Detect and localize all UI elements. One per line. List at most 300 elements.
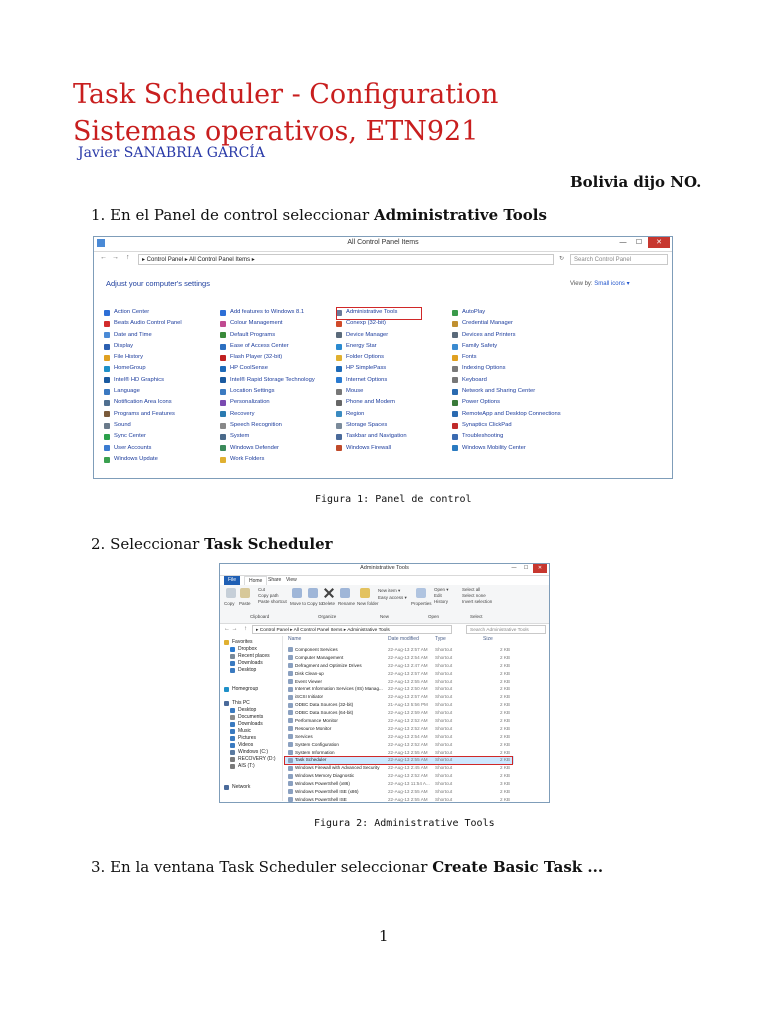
tab-home[interactable]: Home <box>244 576 267 586</box>
file-row[interactable] <box>284 733 514 741</box>
file-name <box>288 796 347 803</box>
control-panel-item-icon <box>104 457 110 463</box>
nav-item-label: AIS (T:) <box>238 763 255 769</box>
nav-item[interactable] <box>230 756 276 762</box>
ribbon-toolbar <box>220 585 549 624</box>
control-panel-column <box>104 307 182 465</box>
file-name-text: Services <box>295 733 313 739</box>
nav-item[interactable] <box>230 646 257 652</box>
control-panel-item-label: Windows Update <box>114 455 158 462</box>
highlight-box <box>336 307 422 320</box>
control-panel-item[interactable] <box>220 454 315 465</box>
control-panel-item-label: Add features to Windows 8.1 <box>230 309 305 315</box>
control-panel-item-label: Device Manager <box>346 331 389 338</box>
file-date: 22-Aug-13 2:57 AM <box>388 694 428 700</box>
control-panel-item-icon <box>104 389 110 395</box>
control-panel-item-label: Family Safety <box>462 342 498 349</box>
view-by-value[interactable]: Small icons ▾ <box>594 281 630 287</box>
new-folder-icon[interactable] <box>360 588 370 598</box>
paste-shortcut-button[interactable]: Paste shortcut <box>258 599 287 604</box>
file-size: 2 KB <box>500 678 510 684</box>
file-type: Shortcut <box>435 662 453 668</box>
search-input[interactable]: Search Control Panel <box>570 254 668 265</box>
file-date: 22-Aug-13 2:47 AM <box>388 662 428 668</box>
control-panel-item-icon <box>104 355 110 361</box>
file-name-text: Disk Clean-up <box>295 670 324 676</box>
close-button[interactable]: ✕ <box>648 237 670 248</box>
shortcut-icon <box>288 781 293 786</box>
file-row[interactable] <box>284 709 514 717</box>
nav-item[interactable] <box>224 686 258 692</box>
control-panel-item-icon <box>104 423 110 429</box>
file-size: 2 KB <box>500 733 510 739</box>
step-3 <box>91 858 603 876</box>
shortcut-icon <box>288 774 293 779</box>
file-size: 2 KB <box>500 686 510 692</box>
control-panel-item-label: Personalization <box>230 399 270 406</box>
file-name-text: Event Viewer <box>295 678 322 684</box>
control-panel-item[interactable] <box>220 341 315 352</box>
control-panel-item-label: Date and Time <box>114 331 152 338</box>
file-size: 2 KB <box>500 749 510 755</box>
control-panel-item-icon <box>104 445 110 451</box>
file-row[interactable] <box>284 772 514 780</box>
file-date: 22-Aug-13 2:52 AM <box>388 725 428 731</box>
control-panel-item[interactable] <box>104 318 182 329</box>
properties-icon[interactable] <box>416 588 426 598</box>
maximize-button[interactable]: ☐ <box>635 239 643 246</box>
file-date: 22-Aug-13 2:55 AM <box>388 757 428 763</box>
control-panel-item-icon <box>452 366 458 372</box>
nav-item-icon <box>224 785 229 790</box>
file-row[interactable] <box>284 646 514 654</box>
cut-button[interactable]: Cut <box>258 587 266 592</box>
file-name <box>288 788 359 796</box>
paste-icon[interactable] <box>240 588 250 598</box>
control-panel-item-icon <box>452 411 458 417</box>
up-arrow-icon[interactable]: ↑ <box>126 254 130 261</box>
select-all-button[interactable]: Select all <box>462 587 481 592</box>
group-clipboard-label: Clipboard <box>250 614 270 619</box>
author-name: Javier SANABRIA GARCÍA <box>78 145 265 161</box>
control-panel-item[interactable] <box>104 386 182 397</box>
view-by-control[interactable] <box>570 280 630 287</box>
control-panel-item[interactable] <box>104 341 182 352</box>
control-panel-item[interactable] <box>220 386 315 397</box>
shortcut-icon <box>288 655 293 660</box>
minimize-button[interactable]: — <box>619 239 627 246</box>
file-date: 22-Aug-13 2:59 AM <box>388 710 428 716</box>
file-type: Shortcut <box>435 718 453 724</box>
new-item-button[interactable]: New item ▾ <box>378 588 401 593</box>
control-panel-item-icon <box>336 445 342 451</box>
edit-button[interactable]: Edit <box>434 593 442 598</box>
control-panel-item[interactable] <box>336 330 407 341</box>
control-panel-item-label: Sync Center <box>114 433 146 440</box>
close-button[interactable]: ✕ <box>533 564 547 573</box>
control-panel-item[interactable] <box>104 420 182 431</box>
control-panel-item[interactable] <box>452 330 561 341</box>
figure-2-caption: Figura 2: Administrative Tools <box>314 818 495 829</box>
file-name-text: Task Scheduler <box>295 757 327 763</box>
file-name <box>288 709 353 717</box>
control-panel-item-label: Work Folders <box>230 455 265 462</box>
file-row[interactable] <box>284 725 514 733</box>
nav-item-label: Dropbox <box>238 646 257 652</box>
file-type: Shortcut <box>435 796 453 802</box>
control-panel-item[interactable] <box>220 420 315 431</box>
file-name-text: Windows PowerShell ISE <box>295 796 347 802</box>
control-panel-item[interactable] <box>452 375 561 386</box>
shortcut-icon <box>288 718 293 723</box>
control-panel-item-icon <box>220 377 226 383</box>
open-button[interactable]: Open ▾ <box>434 587 449 592</box>
copy-to-label: Copy to <box>307 601 323 606</box>
file-row[interactable] <box>284 764 514 772</box>
address-bar[interactable]: ▸ Control Panel ▸ All Control Panel Items ▸ <box>138 254 554 265</box>
nav-item[interactable] <box>224 700 250 706</box>
maximize-button[interactable]: ☐ <box>523 565 529 571</box>
nav-item-icon <box>230 715 235 720</box>
file-type: Shortcut <box>435 670 453 676</box>
control-panel-item[interactable] <box>220 443 315 454</box>
file-size: 2 KB <box>500 725 510 731</box>
control-panel-item[interactable] <box>104 454 182 465</box>
control-panel-item[interactable] <box>452 363 561 374</box>
file-row[interactable] <box>284 685 514 693</box>
file-row[interactable] <box>284 693 514 701</box>
document-title: Task Scheduler - Configuration <box>73 79 499 110</box>
nav-item[interactable] <box>230 742 253 748</box>
shortcut-icon <box>288 710 293 715</box>
step-number: 2. <box>91 535 106 553</box>
easy-access-button[interactable]: Easy access ▾ <box>378 595 407 600</box>
control-panel-item-label: Colour Management <box>230 320 283 327</box>
motto-text: Bolivia dijo NO. <box>570 173 702 191</box>
file-date: 22-Aug-13 2:54 AM <box>388 733 428 739</box>
nav-item-label: Desktop <box>238 707 257 713</box>
control-panel-item-label: Power Options <box>462 399 501 406</box>
nav-item[interactable] <box>230 707 256 713</box>
control-panel-item[interactable] <box>104 363 182 374</box>
control-panel-item-label: Internet Options <box>346 376 388 383</box>
shortcut-icon <box>288 663 293 668</box>
group-organize-label: Organize <box>318 614 337 619</box>
control-panel-item[interactable] <box>336 397 407 408</box>
rename-label: Rename <box>338 601 356 606</box>
file-name-text: Defragment and Optimize Drives <box>295 662 362 668</box>
column-header-type[interactable]: Type <box>435 636 446 642</box>
control-panel-item[interactable] <box>336 431 407 442</box>
file-name-text: Windows Memory Diagnostic <box>295 773 355 779</box>
file-name <box>288 741 339 749</box>
paste-label: Paste <box>239 601 251 606</box>
control-panel-item-label: Keyboard <box>462 376 487 383</box>
file-name <box>288 678 322 686</box>
column-header-name[interactable]: Name <box>288 636 302 642</box>
file-row[interactable] <box>284 678 514 686</box>
forward-arrow-icon[interactable]: → <box>112 254 119 261</box>
control-panel-window <box>93 236 673 479</box>
file-name <box>288 701 353 709</box>
control-panel-item-icon <box>336 423 342 429</box>
control-panel-item[interactable] <box>452 341 561 352</box>
admin-tools-window <box>219 563 550 803</box>
file-date: 22-Aug-13 11:54 A... <box>388 781 430 787</box>
file-type: Shortcut <box>435 710 453 716</box>
control-panel-item-label: Notification Area Icons <box>114 399 172 406</box>
up-arrow-icon[interactable]: ↑ <box>244 626 247 632</box>
control-panel-items <box>104 307 664 472</box>
control-panel-item[interactable] <box>336 375 407 386</box>
delete-icon[interactable] <box>324 588 334 598</box>
control-panel-item[interactable] <box>104 409 182 420</box>
shortcut-icon <box>288 742 293 747</box>
file-name <box>288 693 323 701</box>
copy-path-button[interactable]: Copy path <box>258 593 279 598</box>
select-none-button[interactable]: Select none <box>462 593 486 598</box>
file-type: Shortcut <box>435 749 453 755</box>
file-date: 22-Aug-13 2:45 AM <box>388 765 428 771</box>
nav-item[interactable] <box>230 667 256 673</box>
figure-1-caption: Figura 1: Panel de control <box>315 494 472 505</box>
file-date: 22-Aug-13 2:52 AM <box>388 741 428 747</box>
nav-item-icon <box>230 743 235 748</box>
file-name <box>288 662 362 670</box>
control-panel-item[interactable] <box>452 420 561 431</box>
control-panel-item-icon <box>452 389 458 395</box>
control-panel-item[interactable] <box>452 307 561 318</box>
file-type: Shortcut <box>435 733 453 739</box>
window-titlebar <box>220 564 549 576</box>
control-panel-item[interactable] <box>104 330 182 341</box>
shortcut-icon <box>288 797 293 802</box>
file-name <box>288 764 380 772</box>
control-panel-item[interactable] <box>452 431 561 442</box>
nav-item-label: Documents <box>238 714 264 720</box>
file-name-text: ODBC Data Sources (64-bit) <box>295 710 354 716</box>
control-panel-item[interactable] <box>220 307 315 318</box>
section-heading: Adjust your computer's settings <box>106 279 210 288</box>
search-input[interactable]: Search Administrative Tools <box>466 625 546 634</box>
file-size: 2 KB <box>500 654 510 660</box>
window-titlebar <box>94 237 672 252</box>
file-row[interactable] <box>284 701 514 709</box>
control-panel-item[interactable] <box>336 443 407 454</box>
control-panel-item[interactable] <box>220 330 315 341</box>
file-name-text: System Configuration <box>295 741 339 747</box>
file-date: 22-Aug-13 2:55 AM <box>388 678 428 684</box>
nav-item-icon <box>224 687 229 692</box>
file-type: Shortcut <box>435 647 453 652</box>
tab-file[interactable]: File <box>224 576 240 585</box>
file-size: 2 KB <box>500 765 510 771</box>
column-header-date[interactable]: Date modified <box>388 636 419 642</box>
control-panel-item[interactable] <box>336 420 407 431</box>
control-panel-item[interactable] <box>220 397 315 408</box>
file-name-text: Internet Information Services (IIS) Manag... <box>295 686 383 692</box>
delete-label: Delete <box>322 601 336 606</box>
control-panel-item-icon <box>336 344 342 350</box>
file-name-text: Windows PowerShell (x86) <box>295 781 350 787</box>
properties-label: Properties <box>411 601 432 606</box>
control-panel-item[interactable] <box>104 397 182 408</box>
control-panel-item-label: Language <box>114 388 140 395</box>
file-type: Shortcut <box>435 702 453 708</box>
nav-item[interactable] <box>224 639 253 645</box>
file-name <box>288 772 354 780</box>
file-date: 22-Aug-13 2:55 AM <box>388 749 428 755</box>
group-open-label: Open <box>428 614 440 619</box>
control-panel-item[interactable] <box>104 375 182 386</box>
control-panel-item-icon <box>452 377 458 383</box>
file-row[interactable] <box>284 796 514 803</box>
control-panel-item-icon <box>220 355 226 361</box>
nav-item[interactable] <box>230 714 263 720</box>
control-panel-item-label: Devices and Printers <box>462 331 516 338</box>
nav-item[interactable] <box>230 763 255 769</box>
shortcut-icon <box>288 703 293 708</box>
control-panel-item-icon <box>336 321 342 327</box>
control-panel-item-label: Region <box>346 410 365 417</box>
control-panel-item[interactable] <box>452 386 561 397</box>
control-panel-item-label: Speech Recognition <box>230 421 282 428</box>
nav-item-label: Downloads <box>238 660 263 666</box>
window-title: All Control Panel Items <box>347 239 419 246</box>
control-panel-item-icon <box>104 411 110 417</box>
nav-item-label: Desktop <box>238 667 257 673</box>
control-panel-item-icon <box>452 355 458 361</box>
file-date: 22-Aug-13 2:50 AM <box>388 686 428 692</box>
control-panel-item-icon <box>336 400 342 406</box>
nav-item[interactable] <box>230 728 251 734</box>
move-to-label: Move to <box>290 601 307 606</box>
back-arrow-icon[interactable]: ← <box>100 254 107 261</box>
control-panel-item-label: User Accounts <box>114 444 152 451</box>
nav-item-label: RECOVERY (D:) <box>238 756 276 762</box>
file-row[interactable] <box>284 662 514 670</box>
control-panel-column <box>452 307 561 454</box>
nav-item[interactable] <box>230 749 268 755</box>
step-2 <box>91 535 333 553</box>
nav-item[interactable] <box>224 784 250 790</box>
nav-item-icon <box>230 750 235 755</box>
file-size: 2 KB <box>500 718 510 724</box>
file-row[interactable] <box>284 788 514 796</box>
copy-to-icon[interactable] <box>308 588 318 598</box>
control-panel-item[interactable] <box>336 386 407 397</box>
file-row[interactable] <box>284 741 514 749</box>
control-panel-item-icon <box>452 332 458 338</box>
minimize-button[interactable]: — <box>511 565 517 571</box>
column-header-size[interactable]: Size <box>483 636 493 642</box>
window-title: Administrative Tools <box>360 565 409 571</box>
history-button[interactable]: History <box>434 599 449 604</box>
nav-item[interactable] <box>230 735 256 741</box>
control-panel-item[interactable] <box>452 443 561 454</box>
control-panel-item-label: Troubleshooting <box>462 433 504 440</box>
control-panel-item[interactable] <box>220 409 315 420</box>
control-panel-item-label: Indexing Options <box>462 365 506 372</box>
file-row[interactable] <box>284 780 514 788</box>
control-panel-item[interactable] <box>220 375 315 386</box>
refresh-icon[interactable]: ↻ <box>559 256 565 262</box>
control-panel-item-label: Windows Mobility Center <box>462 444 526 451</box>
shortcut-icon <box>288 671 293 676</box>
control-panel-item-label: Network and Sharing Center <box>462 388 536 395</box>
nav-item[interactable] <box>230 721 263 727</box>
address-bar[interactable]: ▸ Control Panel ▸ All Control Panel Items ▸ Administrative Tools <box>252 625 452 634</box>
file-row[interactable] <box>284 670 514 678</box>
copy-icon[interactable] <box>226 588 236 598</box>
step-text: En el Panel de control seleccionar <box>110 206 374 224</box>
tab-view[interactable]: View <box>286 577 297 583</box>
control-panel-item[interactable] <box>104 443 182 454</box>
control-panel-item[interactable] <box>336 363 407 374</box>
nav-item[interactable] <box>230 660 263 666</box>
view-by-label: View by: <box>570 281 593 287</box>
control-panel-item[interactable] <box>452 397 561 408</box>
control-panel-item[interactable] <box>336 341 407 352</box>
invert-selection-button[interactable]: Invert selection <box>462 599 493 604</box>
control-panel-column <box>220 307 315 465</box>
control-panel-item[interactable] <box>104 352 182 363</box>
nav-item[interactable] <box>230 653 270 659</box>
control-panel-item[interactable] <box>104 307 182 318</box>
file-name-text: Resource Monitor <box>295 725 332 731</box>
nav-item-icon <box>230 708 235 713</box>
file-type: Shortcut <box>435 765 453 771</box>
control-panel-item-label: Folder Options <box>346 354 385 361</box>
tab-share[interactable]: Share <box>268 577 282 583</box>
control-panel-item-icon <box>452 434 458 440</box>
new-folder-label: New folder <box>357 601 379 606</box>
nav-item-icon <box>230 654 235 659</box>
file-name-text: ODBC Data Sources (32-bit) <box>295 702 354 708</box>
file-row[interactable] <box>284 654 514 662</box>
control-panel-item[interactable] <box>452 352 561 363</box>
control-panel-item[interactable] <box>452 409 561 420</box>
control-panel-item-icon <box>220 332 226 338</box>
file-type: Shortcut <box>435 694 453 700</box>
control-panel-item[interactable] <box>220 318 315 329</box>
back-arrow-icon[interactable]: ← → <box>224 626 238 632</box>
control-panel-item-icon <box>104 344 110 350</box>
control-panel-item[interactable] <box>452 318 561 329</box>
rename-icon[interactable] <box>340 588 350 598</box>
copy-label: Copy <box>224 601 235 606</box>
control-panel-item[interactable] <box>220 352 315 363</box>
control-panel-item-icon <box>104 434 110 440</box>
shortcut-icon <box>288 726 293 731</box>
control-panel-item[interactable] <box>220 431 315 442</box>
nav-item-label: Network <box>232 784 251 790</box>
control-panel-item-label: AutoPlay <box>462 309 486 315</box>
control-panel-item[interactable] <box>104 431 182 442</box>
control-panel-item[interactable] <box>220 363 315 374</box>
control-panel-item-icon <box>220 321 226 327</box>
file-type: Shortcut <box>435 654 453 660</box>
navigation-pane <box>220 636 283 801</box>
control-panel-item[interactable] <box>336 409 407 420</box>
file-row[interactable] <box>284 717 514 725</box>
control-panel-item[interactable] <box>336 352 407 363</box>
nav-item-label: Pictures <box>238 735 257 741</box>
control-panel-item-icon <box>452 445 458 451</box>
move-to-icon[interactable] <box>292 588 302 598</box>
control-panel-item-icon <box>336 332 342 338</box>
file-name <box>288 780 350 788</box>
